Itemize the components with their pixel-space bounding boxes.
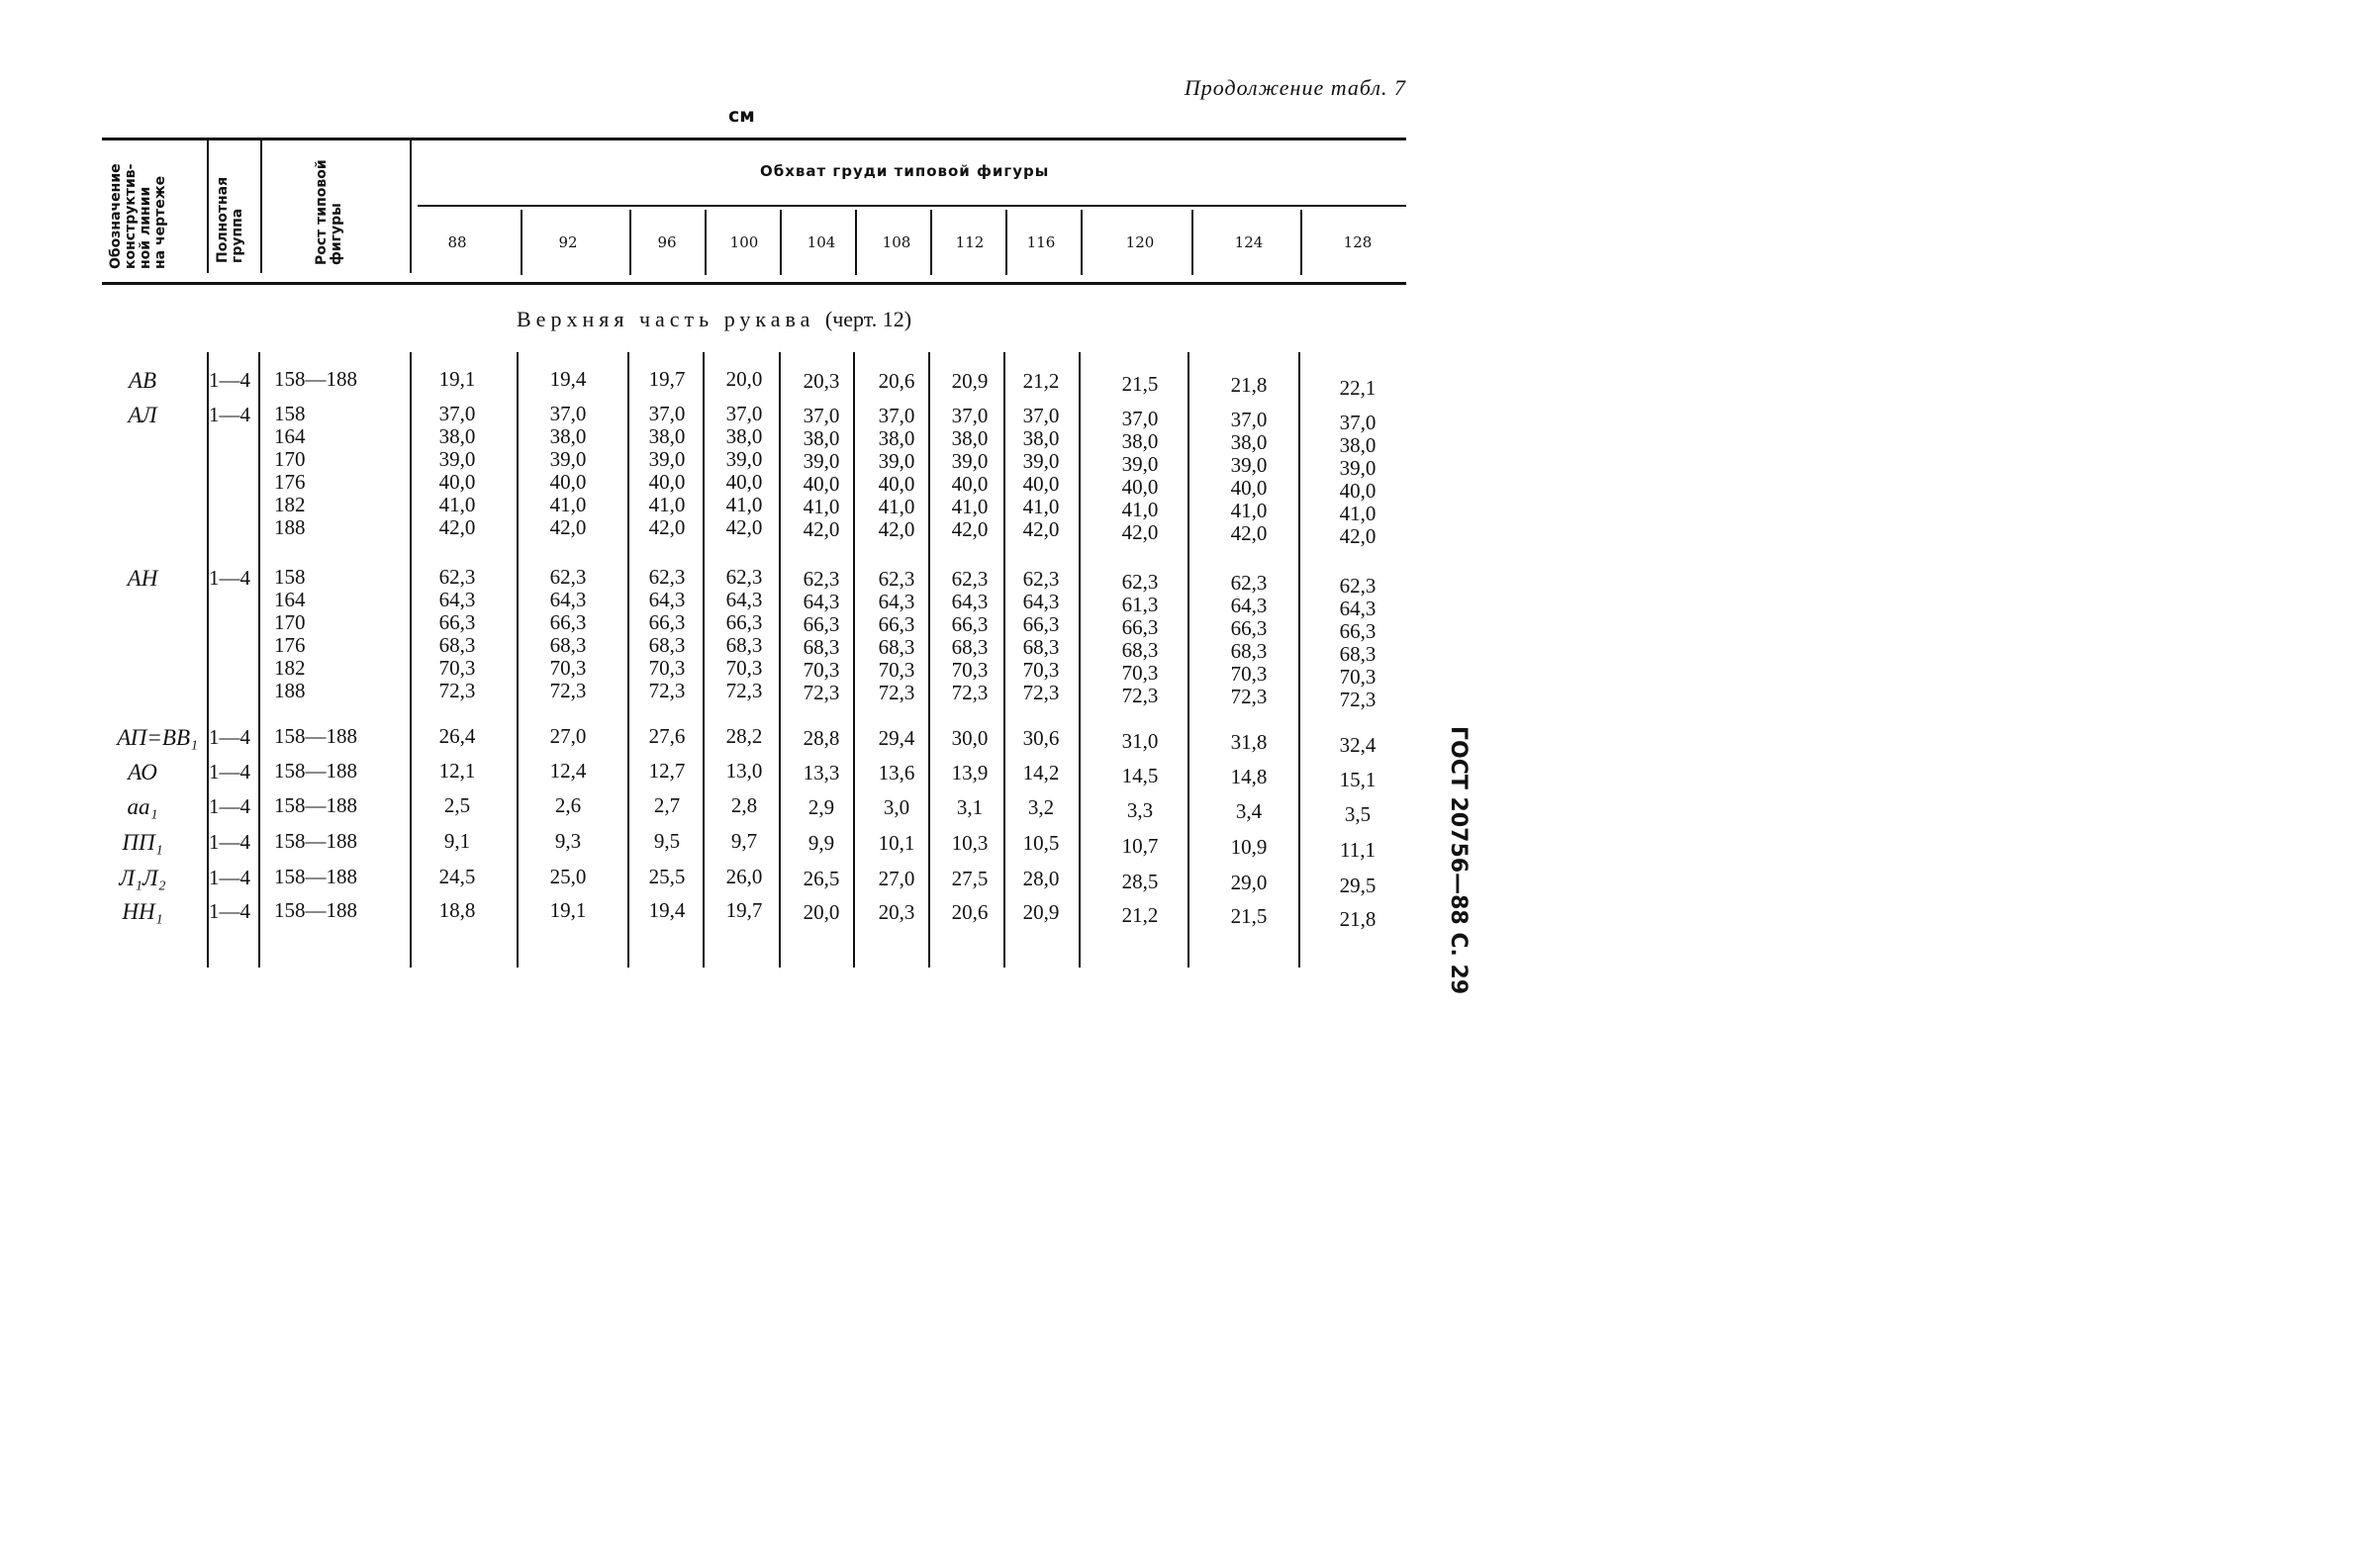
- bust-girth-120: 120: [1125, 233, 1155, 251]
- row-fullness-group: 1—4: [209, 368, 250, 392]
- table-cell: 3,2: [1027, 795, 1055, 819]
- table-cell: 9,1: [443, 829, 471, 853]
- table-cell: 2,9: [807, 795, 835, 819]
- table-cell: 19,7: [725, 898, 763, 922]
- table-cell: 10,7: [1121, 834, 1159, 858]
- table-cell: 13,6: [878, 761, 915, 784]
- table-cell: 13,3: [803, 761, 840, 784]
- table-cell: 9,3: [554, 829, 582, 853]
- table-cell: 9,9: [807, 831, 835, 855]
- bust-girth-96: 96: [657, 233, 677, 251]
- table-cell: 20,6: [951, 900, 989, 924]
- table-cell: 15,1: [1339, 768, 1377, 791]
- table-cell: 10,3: [951, 831, 989, 855]
- table-top-rule: [102, 138, 1406, 140]
- bust-column-divider: [629, 210, 631, 275]
- table-cell: 21,8: [1230, 373, 1268, 397]
- table-cell: 19,4: [549, 367, 587, 391]
- row-heights: 158—188: [274, 759, 357, 783]
- bust-girth-112: 112: [955, 233, 985, 251]
- bust-column-divider: [1005, 210, 1007, 275]
- table-cell: 26,0: [725, 865, 763, 888]
- table-cell: 37,0 38,0 39,0 40,0 41,0 42,0: [803, 404, 840, 541]
- bust-girth-100: 100: [729, 233, 759, 251]
- row-fullness-group: 1—4: [209, 794, 250, 818]
- table-cell: 3,1: [956, 795, 984, 819]
- table-cell: 19,1: [438, 367, 476, 391]
- table-cell: 28,8: [803, 726, 840, 750]
- table-cell: 31,8: [1230, 730, 1268, 754]
- bust-column-divider: [780, 210, 782, 275]
- row-label: АП=ВВ₁: [117, 725, 198, 750]
- row-heights: 158—188: [274, 865, 357, 888]
- row-fullness-group: 1—4: [209, 725, 250, 749]
- row-label: АО: [128, 760, 157, 784]
- bust-girth-124: 124: [1234, 233, 1264, 251]
- table-cell: 37,0 38,0 39,0 40,0 41,0 42,0: [549, 402, 587, 539]
- table-cell: 27,6: [648, 724, 686, 748]
- table-cell: 30,6: [1022, 726, 1060, 750]
- row-fullness-group: 1—4: [209, 830, 250, 854]
- table-cell: 24,5: [438, 865, 476, 888]
- table-cell: 21,5: [1230, 904, 1268, 928]
- table-cell: 26,4: [438, 724, 476, 748]
- table-cell: 62,3 64,3 66,3 68,3 70,3 72,3: [951, 567, 989, 704]
- row-fullness-group: 1—4: [209, 403, 250, 426]
- table-cell: 25,0: [549, 865, 587, 888]
- table-cell: 21,2: [1121, 903, 1159, 927]
- table-cell: 19,4: [648, 898, 686, 922]
- row-label: АН: [127, 566, 158, 591]
- row-label: Л₁Л₂: [119, 866, 166, 890]
- header-divider: [207, 138, 209, 273]
- header-bust-girth: Обхват груди типовой фигуры: [760, 162, 1050, 180]
- table-cell: 13,9: [951, 761, 989, 784]
- table-cell: 9,7: [730, 829, 758, 853]
- table-cell: 37,0 38,0 39,0 40,0 41,0 42,0: [1022, 404, 1060, 541]
- continuation-caption: Продолжение табл. 7: [1184, 75, 1406, 100]
- table-cell: 20,6: [878, 369, 915, 393]
- header-fullness-group: Полнотная группа: [215, 176, 245, 263]
- table-cell: 31,0: [1121, 729, 1159, 753]
- table-cell: 25,5: [648, 865, 686, 888]
- row-heights: 158—188: [274, 829, 357, 853]
- table-cell: 62,3 64,3 66,3 68,3 70,3 72,3: [725, 565, 763, 702]
- table-cell: 28,5: [1121, 870, 1159, 893]
- header-divider: [410, 138, 412, 273]
- table-cell: 2,5: [443, 793, 471, 817]
- bust-column-divider: [1300, 210, 1302, 275]
- row-label: АВ: [128, 368, 157, 393]
- table-cell: 29,0: [1230, 871, 1268, 894]
- section-title: [517, 307, 911, 332]
- body-column-divider: [517, 352, 519, 968]
- table-cell: 37,0 38,0 39,0 40,0 41,0 42,0: [951, 404, 989, 541]
- row-fullness-group: 1—4: [209, 899, 250, 923]
- bust-column-divider: [705, 210, 707, 275]
- table-cell: 30,0: [951, 726, 989, 750]
- bust-girth-116: 116: [1026, 233, 1056, 251]
- table-cell: 27,0: [878, 867, 915, 890]
- table-cell: 21,2: [1022, 369, 1060, 393]
- table-cell: 10,1: [878, 831, 915, 855]
- row-label: аа₁: [127, 794, 158, 819]
- row-heights: 158—188: [274, 898, 357, 922]
- table-cell: 62,3 64,3 66,3 68,3 70,3 72,3: [1022, 567, 1060, 704]
- body-column-divider: [258, 352, 260, 968]
- table-cell: 62,3 64,3 66,3 68,3 70,3 72,3: [648, 565, 686, 702]
- header-bottom-rule: [102, 282, 1406, 285]
- table-cell: 62,3 64,3 66,3 68,3 70,3 72,3: [1230, 571, 1268, 708]
- bust-column-divider: [855, 210, 857, 275]
- row-heights: 158—188: [274, 367, 357, 391]
- table-cell: 14,2: [1022, 761, 1060, 784]
- table-cell: 37,0 38,0 39,0 40,0 41,0 42,0: [1339, 411, 1377, 548]
- header-divider: [260, 138, 262, 273]
- section-reference: (черт. 12): [824, 307, 912, 331]
- table-cell: 10,5: [1022, 831, 1060, 855]
- table-cell: 20,0: [803, 900, 840, 924]
- table-cell: 20,3: [878, 900, 915, 924]
- table-cell: 13,0: [725, 759, 763, 783]
- table-cell: 19,7: [648, 367, 686, 391]
- row-label: НН₁: [122, 899, 163, 924]
- table-cell: 62,3 61,3 66,3 68,3 70,3 72,3: [1121, 570, 1159, 707]
- table-cell: 2,6: [554, 793, 582, 817]
- header-height: Рост типовой фигуры: [314, 159, 344, 265]
- bust-column-divider: [930, 210, 932, 275]
- bust-column-divider: [1191, 210, 1193, 275]
- table-cell: 2,8: [730, 793, 758, 817]
- row-label: ПП₁: [122, 830, 163, 855]
- table-cell: 12,1: [438, 759, 476, 783]
- table-cell: 62,3 64,3 66,3 68,3 70,3 72,3: [1339, 574, 1377, 711]
- bust-girth-104: 104: [807, 233, 836, 251]
- table-cell: 62,3 64,3 66,3 68,3 70,3 72,3: [803, 567, 840, 704]
- table-cell: 20,0: [725, 367, 763, 391]
- table-cell: 3,4: [1235, 799, 1263, 823]
- row-heights: 158—188: [274, 793, 357, 817]
- row-fullness-group: 1—4: [209, 866, 250, 889]
- table-cell: 37,0 38,0 39,0 40,0 41,0 42,0: [878, 404, 915, 541]
- bust-girth-88: 88: [447, 233, 467, 251]
- table-cell: 12,7: [648, 759, 686, 783]
- table-cell: 10,9: [1230, 835, 1268, 859]
- table-cell: 19,1: [549, 898, 587, 922]
- table-cell: 29,5: [1339, 874, 1377, 897]
- table-cell: 9,5: [653, 829, 681, 853]
- bust-girth-128: 128: [1343, 233, 1373, 251]
- table-cell: 3,3: [1126, 798, 1154, 822]
- table-cell: 28,2: [725, 724, 763, 748]
- row-fullness-group: 1—4: [209, 566, 250, 590]
- table-cell: 21,8: [1339, 907, 1377, 931]
- table-cell: 37,0 38,0 39,0 40,0 41,0 42,0: [725, 402, 763, 539]
- table-cell: 26,5: [803, 867, 840, 890]
- body-column-divider: [410, 352, 412, 968]
- table-cell: 29,4: [878, 726, 915, 750]
- bust-girth-108: 108: [882, 233, 911, 251]
- table-cell: 20,9: [1022, 900, 1060, 924]
- table-cell: 37,0 38,0 39,0 40,0 41,0 42,0: [438, 402, 476, 539]
- table-cell: 32,4: [1339, 733, 1377, 757]
- bust-column-divider: [521, 210, 522, 275]
- table-cell: 12,4: [549, 759, 587, 783]
- body-column-divider: [1298, 352, 1300, 968]
- table-cell: 20,3: [803, 369, 840, 393]
- row-label: АЛ: [128, 403, 157, 427]
- table-cell: 27,5: [951, 867, 989, 890]
- row-heights: 158 164 170 176 182 188: [274, 565, 306, 702]
- table-cell: 37,0 38,0 39,0 40,0 41,0 42,0: [648, 402, 686, 539]
- table-cell: 28,0: [1022, 867, 1060, 890]
- table-cell: 2,7: [653, 793, 681, 817]
- table-cell: 14,5: [1121, 764, 1159, 787]
- body-column-divider: [1187, 352, 1189, 968]
- row-heights: 158 164 170 176 182 188: [274, 402, 306, 539]
- table-cell: 11,1: [1340, 838, 1376, 862]
- unit-label: см: [728, 105, 755, 127]
- header-line-designation: Обозначение конструктив- ной линии на чертеже: [108, 163, 168, 269]
- table-cell: 27,0: [549, 724, 587, 748]
- row-heights: 158—188: [274, 724, 357, 748]
- table-cell: 37,0 38,0 39,0 40,0 41,0 42,0: [1121, 407, 1159, 544]
- table-cell: 22,1: [1339, 376, 1377, 400]
- table-cell: 62,3 64,3 66,3 68,3 70,3 72,3: [878, 567, 915, 704]
- table-cell: 62,3 64,3 66,3 68,3 70,3 72,3: [549, 565, 587, 702]
- table-cell: 3,5: [1344, 802, 1372, 826]
- bust-girth-92: 92: [558, 233, 578, 251]
- table-cell: 37,0 38,0 39,0 40,0 41,0 42,0: [1230, 408, 1268, 545]
- bust-column-divider: [1081, 210, 1083, 275]
- group-rule: [418, 205, 1406, 207]
- table-cell: 3,0: [883, 795, 910, 819]
- row-fullness-group: 1—4: [209, 760, 250, 784]
- table-cell: 14,8: [1230, 765, 1268, 788]
- table-cell: 62,3 64,3 66,3 68,3 70,3 72,3: [438, 565, 476, 702]
- table-cell: 21,5: [1121, 372, 1159, 396]
- table-cell: 18,8: [438, 898, 476, 922]
- section-name: Верхняя часть рукава: [517, 307, 815, 331]
- table-cell: 20,9: [951, 369, 989, 393]
- standard-page-number: ГОСТ 20756—88 С. 29: [1446, 726, 1471, 995]
